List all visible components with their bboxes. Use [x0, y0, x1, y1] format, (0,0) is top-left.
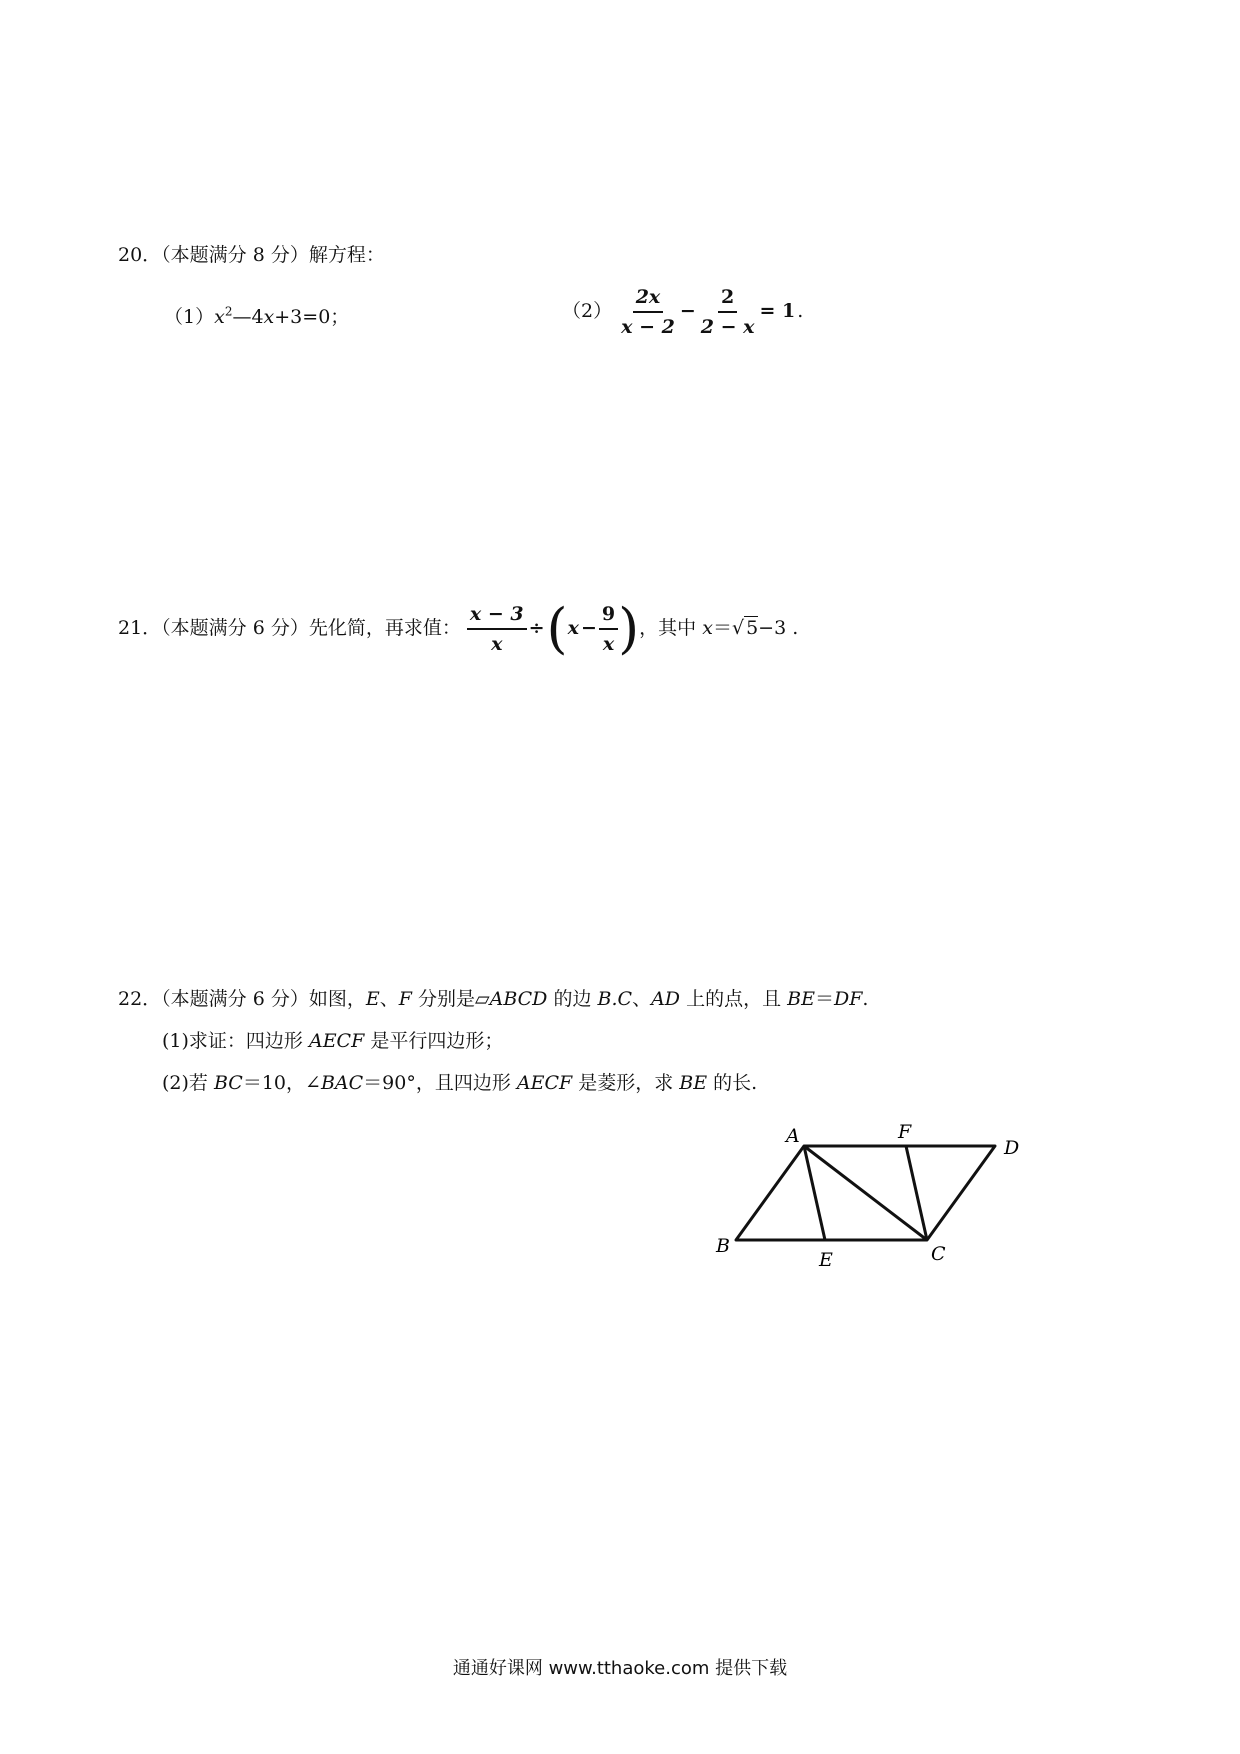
q20-p2-label: （2） [562, 300, 613, 322]
q22-head-df: DF [834, 988, 863, 1010]
q21-head: 21．（本题满分 6 分）先化简，再求值： [118, 617, 461, 639]
q22-s1-aecf: AECF [308, 1030, 365, 1052]
q21-f2-num: 9 [599, 603, 618, 630]
q21-sqrt [732, 617, 758, 639]
q22-s2-bac: BAC [320, 1072, 364, 1094]
q20-part2 [562, 286, 803, 338]
q22-subquestion-1 [162, 1032, 503, 1051]
q20-fraction-1 [618, 286, 678, 338]
q22-head-end: . [862, 988, 869, 1010]
q22-head-b: 分别是 [411, 988, 475, 1010]
q20-p1-var: x [214, 306, 225, 328]
q20-f1-den: x − 2 [621, 316, 675, 338]
q22-s2-a: (2)若 [162, 1072, 214, 1094]
q22-head-c: 的边 [547, 988, 598, 1010]
q22-head-be: BE [787, 988, 815, 1010]
q20-p1-var2: x [263, 306, 275, 328]
q22-head-d: 上的点，且 [680, 988, 788, 1010]
q20-equals: = 1 [759, 300, 796, 322]
q20-p2-end: . [797, 300, 804, 322]
q22-head-a: 22．（本题满分 6 分）如图， [118, 988, 366, 1010]
q20-fraction-2 [698, 286, 758, 338]
q22-subquestion-2 [162, 1074, 757, 1093]
q21-divide: ÷ [528, 617, 545, 639]
q22-s2-bc: BC [213, 1072, 243, 1094]
q22-head-abcd: ABCD [489, 988, 548, 1010]
label-e: E [819, 1249, 833, 1270]
sqrt-icon: √ [731, 617, 745, 639]
question-21-heading [118, 597, 799, 660]
q22-head-bc: B.C [597, 988, 633, 1010]
q22-s1-b: 是平行四边形； [364, 1030, 504, 1052]
q21-sqrt-arg: 5 [746, 617, 759, 639]
question-20-heading [118, 246, 385, 265]
q21-f1-den: x [491, 633, 503, 655]
q22-head-ad: AD [651, 988, 681, 1010]
q20-f1-num: 2x [633, 286, 664, 313]
q22-s2-be: BE [679, 1072, 708, 1094]
q21-eq: ＝ [712, 617, 732, 639]
label-f: F [898, 1121, 912, 1143]
q20-p1-rest: —4 [232, 306, 264, 328]
q21-fraction-2 [599, 603, 618, 655]
parallelogram-icon: ▱ [474, 988, 490, 1010]
label-b: B [716, 1235, 730, 1257]
q21-inner-minus: − [580, 617, 597, 639]
q21-fraction-1 [467, 603, 527, 655]
q22-head-sep2: 、 [632, 988, 652, 1010]
q22-head-sep: 、 [379, 988, 399, 1010]
q21-inner-x: x [567, 617, 579, 639]
q22-s1-a: (1)求证：四边形 [162, 1030, 309, 1052]
parallelogram-figure [700, 1110, 1040, 1270]
label-c: C [931, 1243, 946, 1265]
q21-where: ，其中 [639, 617, 703, 639]
q22-head-e: E [365, 988, 380, 1010]
q20-p1-exponent: 2 [224, 304, 233, 319]
q20-part1 [164, 302, 349, 329]
q22-s2-d: 是菱形，求 [572, 1072, 680, 1094]
q20-f2-den: 2 − x [700, 316, 755, 338]
q21-right-paren: ) [618, 597, 640, 660]
q21-f2-den: x [602, 633, 615, 655]
q22-s2-c: ＝90°，且四边形 [363, 1072, 517, 1094]
q21-left-paren: ( [546, 597, 568, 660]
label-d: D [1004, 1137, 1020, 1159]
q20-minus: − [679, 300, 696, 322]
q21-var: x [702, 617, 713, 639]
page-footer [0, 1654, 1240, 1680]
question-22-heading [118, 990, 868, 1009]
q22-s2-aecf: AECF [516, 1072, 573, 1094]
q22-head-f: F [398, 988, 412, 1010]
q20-p1-end: +3=0； [274, 306, 350, 328]
q21-tail: −3 . [758, 617, 799, 639]
footer-text: 通通好课网 www.tthaoke.com 提供下载 [452, 1658, 788, 1679]
q20-head: 20．（本题满分 8 分）解方程： [118, 244, 385, 266]
q20-p1-label: （1） [164, 306, 215, 328]
label-a: A [786, 1125, 800, 1147]
q22-head-eq: ＝ [814, 988, 834, 1010]
q21-f1-num: x − 3 [467, 603, 527, 630]
q22-s2-b: ＝10，∠ [242, 1072, 321, 1094]
q20-f2-num: 2 [718, 286, 737, 313]
q22-s2-e: 的长. [707, 1072, 758, 1094]
